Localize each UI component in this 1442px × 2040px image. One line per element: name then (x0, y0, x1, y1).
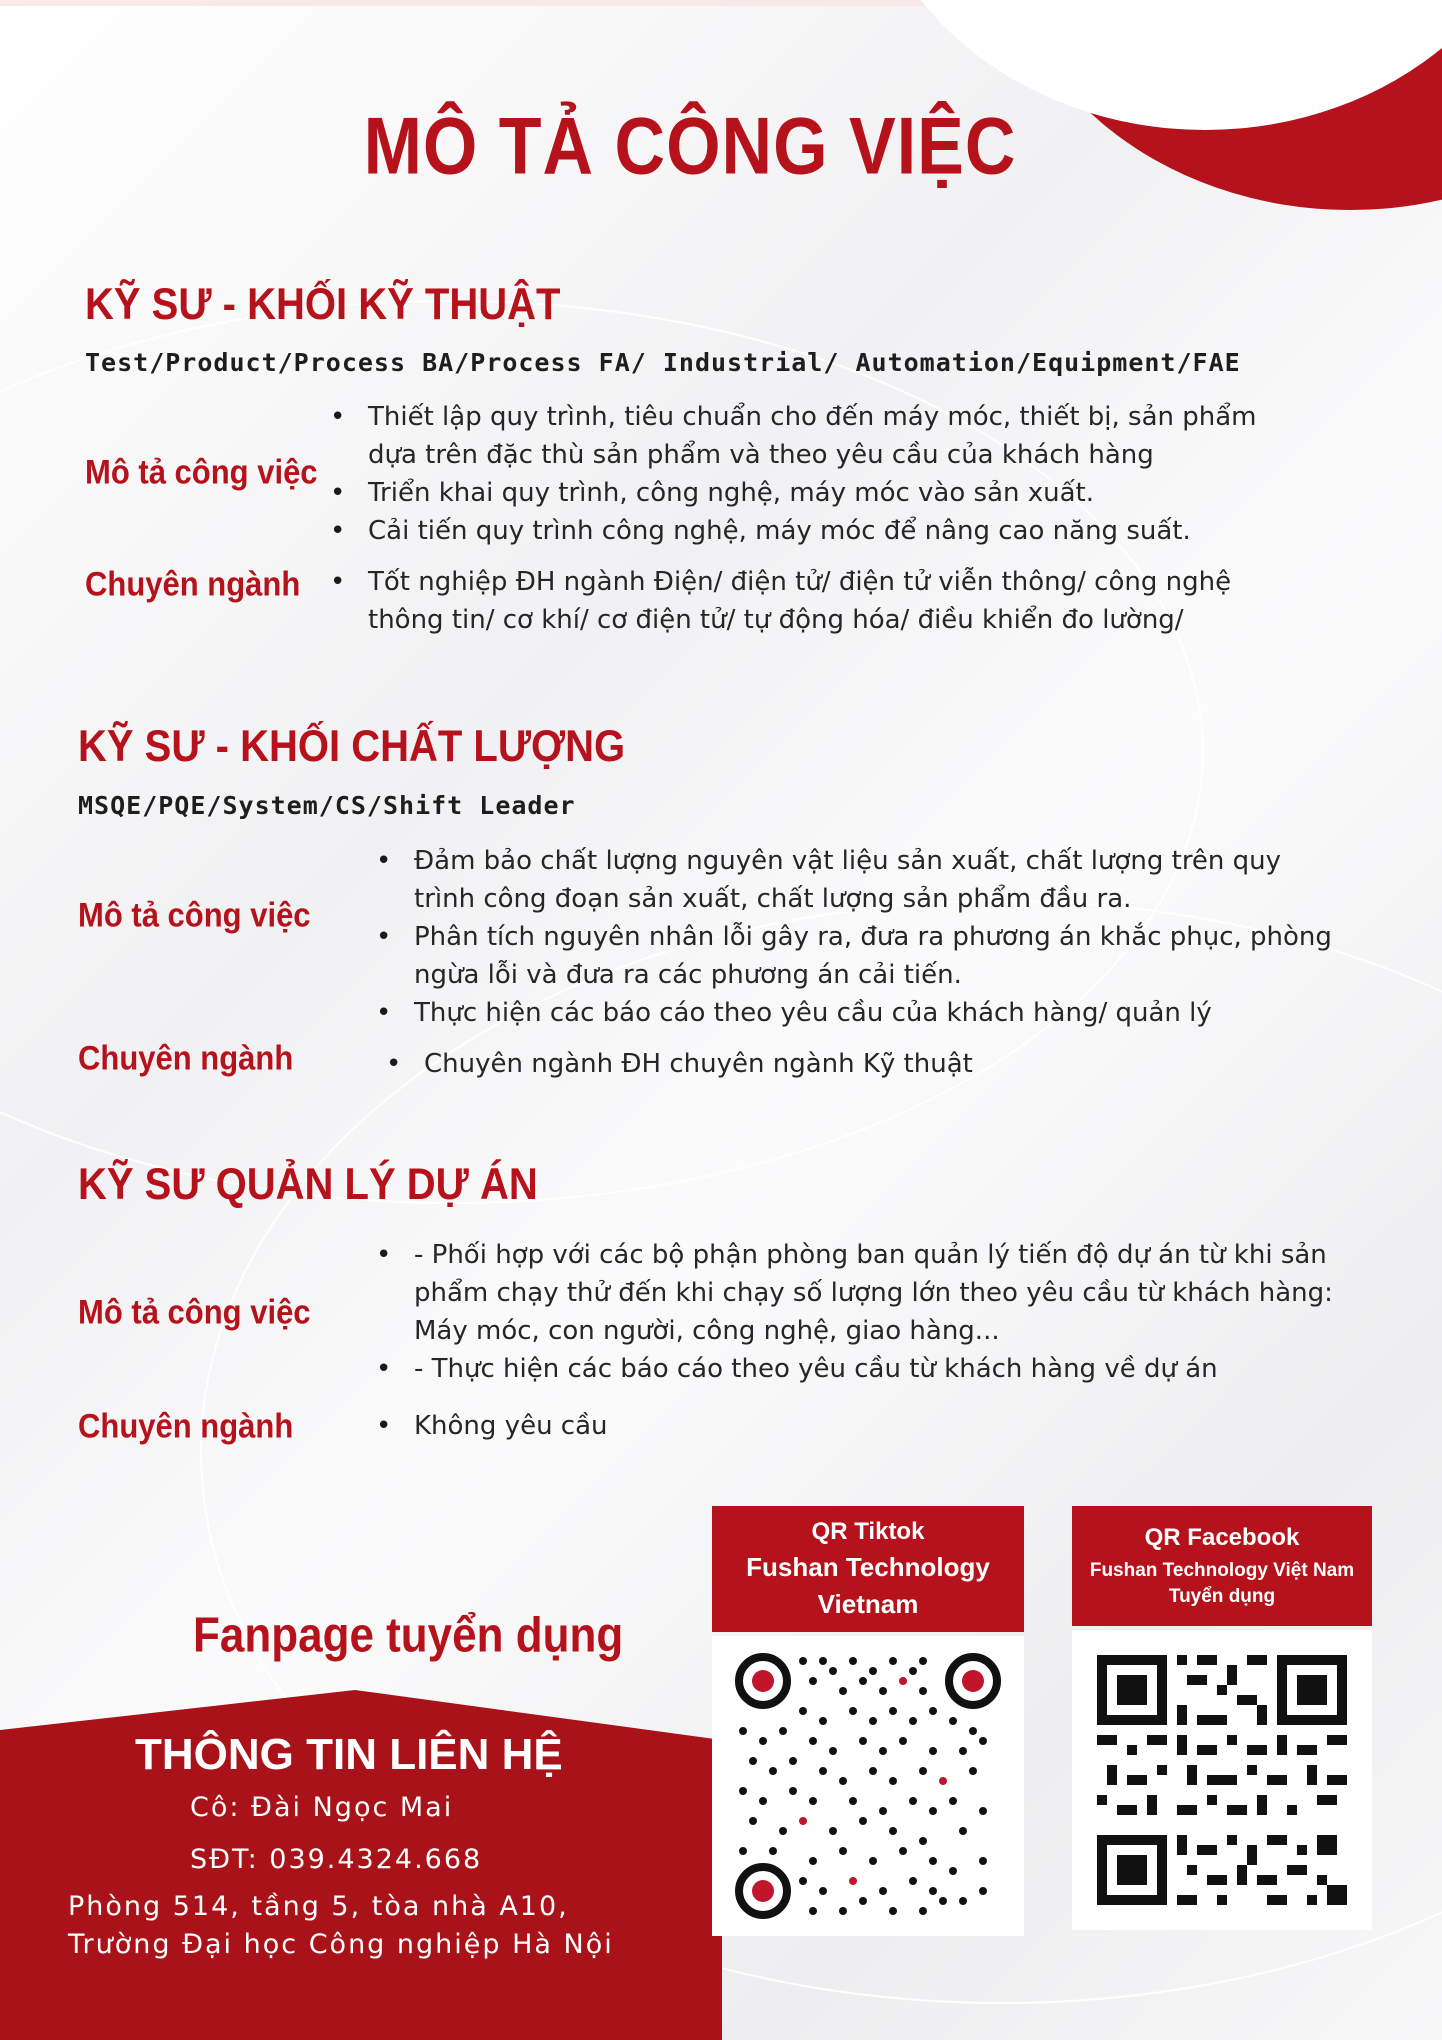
fanpage-heading: Fanpage tuyển dụng (193, 1608, 624, 1663)
qr-facebook-code[interactable] (1072, 1630, 1372, 1930)
major-label: Chuyên ngành (78, 1406, 294, 1446)
qr-tiktok-code[interactable] (712, 1636, 1024, 1936)
list-item: • Phân tích nguyên nhân lỗi gây ra, đưa ra phương án khắc phục, phòng ngừa lỗi và đưa ra các phương án cải tiến. (376, 918, 1336, 994)
list-item: • - Thực hiện các báo cáo theo yêu cầu từ khách hàng về dự án (376, 1350, 1336, 1388)
list-item: • Đảm bảo chất lượng nguyên vật liệu sản xuất, chất lượng trên quy trình công đoạn sản xuất, chất lượng sản phẩm đầu ra. (376, 842, 1336, 918)
section-title: KỸ SƯ - KHỐI CHẤT LƯỢNG (78, 722, 626, 772)
job-description-label: Mô tả công việc (85, 452, 318, 492)
section-subtitle: Test/Product/Process BA/Process FA/ Industrial/ Automation/Equipment/FAE (85, 348, 1241, 377)
list-item: • - Phối hợp với các bộ phận phòng ban quản lý tiến độ dự án từ khi sản phẩm chạy thử đến khi chạy số lượng lớn theo yêu cầu từ khách hàng: Máy móc, con người, công nghệ, giao hàng... (376, 1236, 1336, 1350)
qr-tiktok-name: Fushan Technology (746, 1552, 990, 1582)
job-description-list (376, 1236, 1336, 1388)
job-description-label: Mô tả công việc (78, 1292, 311, 1332)
contact-address-line2: Trường Đại học Công nghiệp Hà Nội (68, 1929, 614, 1960)
major-list (376, 1407, 1276, 1445)
list-item: • Triển khai quy trình, công nghệ, máy móc vào sản xuất. (330, 474, 1310, 512)
section-title: KỸ SƯ - KHỐI KỸ THUẬT (85, 280, 561, 330)
section-title: KỸ SƯ QUẢN LÝ DỰ ÁN (78, 1160, 538, 1210)
qr-tiktok-header (712, 1506, 1024, 1632)
contact-phone: SĐT: 039.4324.668 (190, 1844, 483, 1875)
list-item: • Thiết lập quy trình, tiêu chuẩn cho đến máy móc, thiết bị, sản phẩm dựa trên đặc thù sản phẩm và theo yêu cầu của khách hàng (330, 398, 1310, 474)
list-item: • Không yêu cầu (376, 1407, 1276, 1445)
contact-person: Cô: Đài Ngọc Mai (190, 1792, 454, 1823)
list-item: • Cải tiến quy trình công nghệ, máy móc để nâng cao năng suất. (330, 512, 1310, 550)
qr-facebook-title: QR Facebook (1144, 1524, 1300, 1551)
qr-code-icon (733, 1651, 1003, 1921)
major-list (330, 563, 1310, 639)
major-list (386, 1045, 1326, 1083)
page-title: MÔ TẢ CÔNG VIỆC (363, 101, 1017, 191)
job-description-list (330, 398, 1310, 550)
qr-facebook-name-2: Tuyển dụng (1168, 1586, 1276, 1607)
qr-tiktok-name-2: Vietnam (817, 1589, 919, 1619)
contact-title: THÔNG TIN LIÊN HỆ (135, 1730, 563, 1779)
qr-facebook-header (1072, 1506, 1372, 1626)
major-label: Chuyên ngành (85, 564, 301, 604)
job-description-label: Mô tả công việc (78, 895, 311, 935)
qr-tiktok-title: QR Tiktok (811, 1518, 925, 1545)
qr-code-icon (1097, 1655, 1347, 1905)
list-item: • Tốt nghiệp ĐH ngành Điện/ điện tử/ điện tử viễn thông/ công nghệ thông tin/ cơ khí/ cơ điện tử/ tự động hóa/ điều khiển đo lường/ (330, 563, 1310, 639)
qr-facebook-name: Fushan Technology Việt Nam (1089, 1560, 1355, 1581)
job-description-list (376, 842, 1336, 1032)
list-item: • Chuyên ngành ĐH chuyên ngành Kỹ thuật (386, 1045, 1326, 1083)
major-label: Chuyên ngành (78, 1038, 294, 1078)
contact-address-line1: Phòng 514, tầng 5, tòa nhà A10, (68, 1891, 569, 1922)
list-item: • Thực hiện các báo cáo theo yêu cầu của khách hàng/ quản lý (376, 994, 1336, 1032)
section-subtitle: MSQE/PQE/System/CS/Shift Leader (78, 791, 576, 820)
